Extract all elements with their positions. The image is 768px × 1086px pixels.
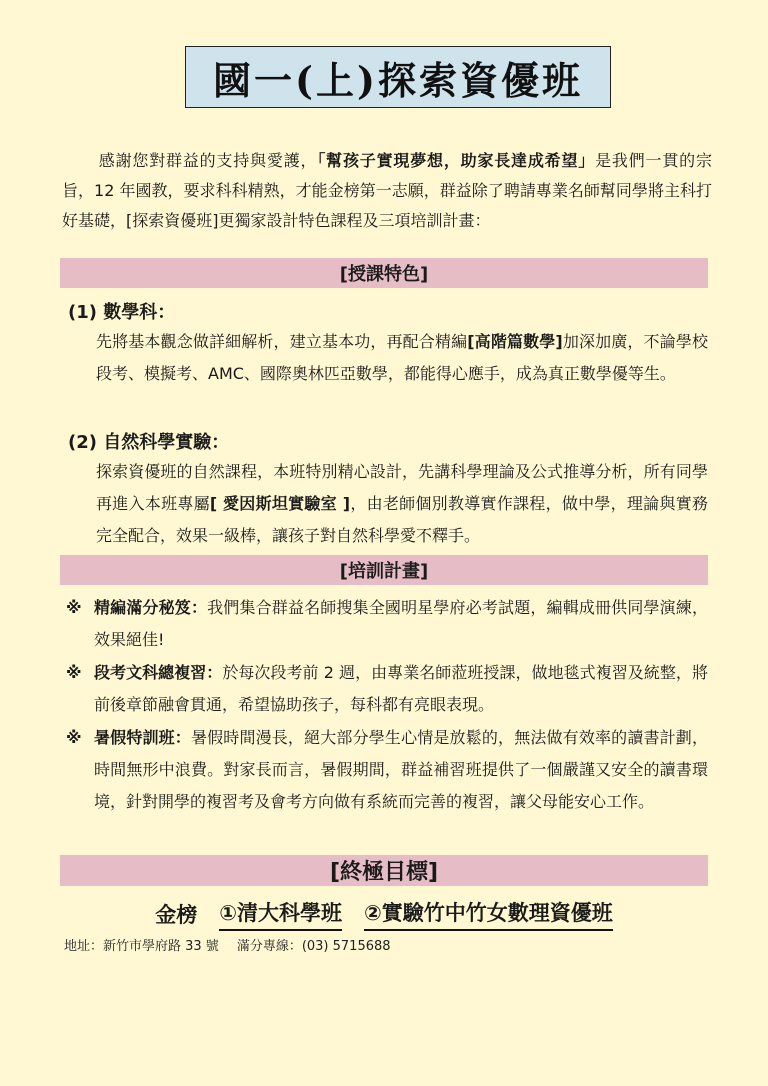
training-item bbox=[66, 722, 708, 818]
reference-mark-icon: ※ bbox=[66, 663, 82, 682]
goal-label: 金榜 bbox=[155, 903, 198, 927]
goal-target-2: ②實驗竹中竹女數理資優班 bbox=[364, 897, 613, 931]
intro-slogan: 「幫孩子實現夢想，助家長達成希望」 bbox=[317, 151, 596, 170]
science-highlight: [ 愛因斯坦實驗室 ] bbox=[209, 494, 351, 513]
training-item-title: 段考文科總複習： bbox=[94, 663, 223, 682]
training-heading: [培訓計畫] bbox=[60, 555, 708, 585]
training-item bbox=[66, 657, 708, 721]
intro-part2: 是我們一貫的宗旨，12 年國教，要求科科精熟，才能金榜第一志願，群益除了聘請專業名師幫同學將主科打好基礎，[探索資優班]更獨家設計特色課程及三項培訓計畫： bbox=[62, 151, 712, 230]
training-item-title: 精編滿分秘笈： bbox=[94, 598, 208, 617]
math-heading: (1) 數學科： bbox=[68, 302, 176, 323]
training-item-text: 我們集合群益名師搜集全國明星學府必考試題，編輯成冊供同學演練，效果絕佳! bbox=[94, 598, 708, 649]
science-text2: ，由老師個別教導實作課程，做中學，理論與實務完全配合，效果一級棒，讓孩子對自然科學愛不釋手。 bbox=[96, 494, 708, 545]
features-heading: [授課特色] bbox=[60, 258, 708, 288]
math-paragraph bbox=[96, 326, 708, 390]
training-item bbox=[66, 592, 708, 656]
training-item-text: 於每次段考前 2 週，由專業名師蒞班授課，做地毯式複習及統整，將前後章節融會貫通，希望協助孩子，每科都有亮眼表現。 bbox=[94, 663, 708, 714]
reference-mark-icon: ※ bbox=[66, 728, 82, 747]
contact-info bbox=[64, 935, 391, 954]
math-text1: 先將基本觀念做詳細解析，建立基本功，再配合精編 bbox=[96, 332, 468, 351]
phone-text: 滿分專線：(03) 5715688 bbox=[236, 939, 391, 954]
training-item-title: 暑假特訓班： bbox=[94, 728, 191, 747]
science-text1: 探索資優班的自然課程，本班特別精心設計，先講科學理論及公式推導分析，所有同學再進入本班專屬 bbox=[96, 462, 708, 513]
reference-mark-icon: ※ bbox=[66, 598, 82, 617]
science-paragraph bbox=[96, 456, 708, 552]
goal-line bbox=[0, 896, 768, 932]
intro-part1: 感謝您對群益的支持與愛護， bbox=[98, 151, 318, 170]
training-item-text: 暑假時間漫長，絕大部分學生心情是放鬆的，無法做有效率的讀書計劃，時間無形中浪費。對家長而言，暑假期間，群益補習班提供了一個嚴謹又安全的讀書環境，針對開學的複習考及會考方向做有系統而完善的複習，讓父母能安心工作。 bbox=[94, 728, 708, 811]
goal-heading: [終極目標] bbox=[60, 855, 708, 886]
page-title: 國一(上)探索資優班 bbox=[185, 46, 611, 108]
goal-target-1: ①清大科學班 bbox=[219, 897, 342, 931]
science-heading: (2) 自然科學實驗： bbox=[68, 432, 230, 453]
intro-paragraph bbox=[62, 146, 712, 236]
math-text2: 加深加廣，不論學校段考、模擬考、AMC、國際奧林匹亞數學，都能得心應手，成為真正數學優等生。 bbox=[96, 332, 708, 383]
address-text: 地址：新竹市學府路 33 號 bbox=[64, 939, 219, 954]
math-highlight: [高階篇數學] bbox=[467, 332, 563, 351]
